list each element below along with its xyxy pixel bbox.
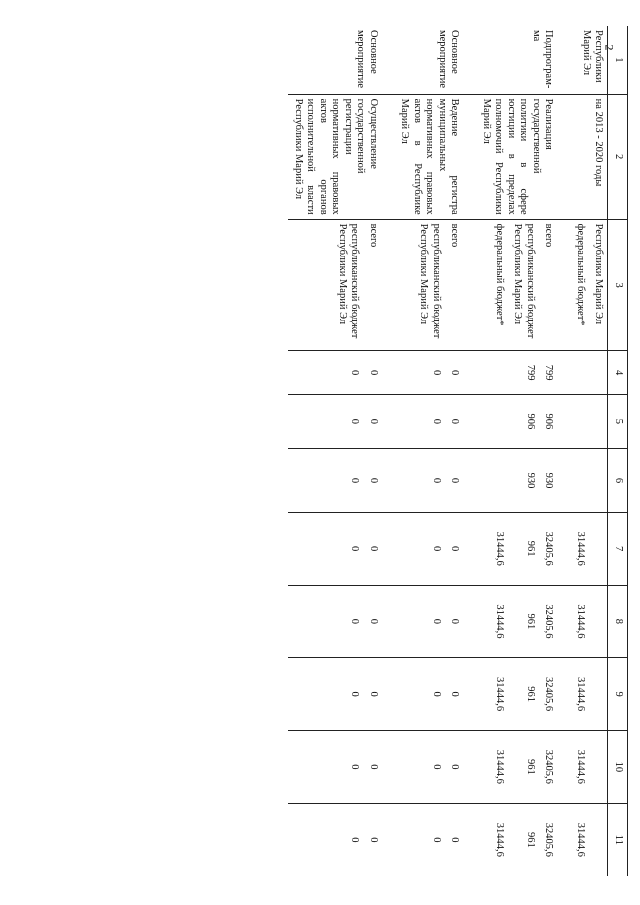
amount-cell bbox=[395, 658, 477, 731]
amount-cell bbox=[395, 512, 477, 585]
amount-value: 31444,6 bbox=[575, 677, 586, 712]
funding-source: республиканский бюджет Республики Марий Эл bbox=[512, 223, 536, 339]
amount-cell bbox=[477, 394, 571, 449]
amount-value: 31444,6 bbox=[494, 677, 505, 712]
rotated-table-container bbox=[8, 26, 628, 876]
program-funding-table bbox=[289, 26, 629, 876]
table-row bbox=[571, 26, 609, 876]
line-gap bbox=[505, 453, 511, 508]
row-category: Республики Марий Эл bbox=[581, 30, 605, 83]
amount-value: 0 bbox=[349, 369, 361, 376]
amount-value: 0 bbox=[368, 369, 379, 376]
amount-value: 0 bbox=[368, 477, 379, 484]
row-category: Основное мероприятие bbox=[355, 30, 379, 88]
amount-cell bbox=[571, 351, 609, 394]
line-gap bbox=[505, 662, 511, 726]
amount-value: 0 bbox=[349, 618, 361, 625]
amount-cell bbox=[395, 351, 477, 394]
header-row bbox=[608, 26, 628, 876]
amount-cell bbox=[289, 803, 396, 876]
amount-value bbox=[574, 399, 587, 445]
amount-cell bbox=[477, 351, 571, 394]
amount-value bbox=[592, 355, 605, 389]
amount-value bbox=[493, 355, 506, 389]
line-gap bbox=[505, 808, 511, 872]
amount-value: 0 bbox=[431, 418, 442, 425]
amount-cell bbox=[289, 449, 396, 513]
amount-value: 0 bbox=[368, 618, 379, 625]
funding-source: всего bbox=[543, 223, 555, 248]
column-header: 4 bbox=[608, 351, 628, 394]
amount-value: 32405,6 bbox=[543, 749, 555, 784]
page-number: 2 bbox=[602, 44, 617, 51]
amount-cell bbox=[289, 394, 396, 449]
amount-value: 906 bbox=[543, 413, 555, 430]
row-category: Основное мероприятие bbox=[437, 30, 461, 88]
amount-cell bbox=[289, 351, 396, 394]
funding-source: Республики Марий Эл bbox=[593, 223, 605, 325]
line-gap bbox=[586, 399, 592, 445]
amount-cell bbox=[571, 394, 609, 449]
line-gap bbox=[505, 355, 511, 389]
amount-cell bbox=[395, 394, 477, 449]
amount-value: 0 bbox=[349, 477, 361, 484]
amount-value: 906 bbox=[525, 413, 536, 430]
amount-value bbox=[493, 399, 506, 445]
funding-source-cell bbox=[477, 219, 571, 351]
amount-cell bbox=[571, 658, 609, 731]
row-category: Подпрограм-ма bbox=[531, 30, 555, 89]
amount-value bbox=[592, 590, 605, 654]
amount-value bbox=[592, 808, 605, 872]
column-header: 9 bbox=[608, 658, 628, 731]
amount-value: 31444,6 bbox=[575, 749, 586, 784]
amount-value bbox=[493, 453, 506, 508]
amount-value: 0 bbox=[449, 546, 461, 552]
line-gap bbox=[505, 517, 511, 581]
line-gap bbox=[586, 735, 592, 799]
amount-value: 961 bbox=[525, 758, 536, 775]
amount-value bbox=[592, 453, 605, 508]
amount-cell bbox=[477, 585, 571, 658]
amount-value: 0 bbox=[349, 837, 361, 843]
line-gap bbox=[505, 735, 511, 799]
amount-cell bbox=[289, 730, 396, 803]
row-title: Ведение регистра муниципальных нормативных правовых актов в Республике Марий Эл bbox=[395, 94, 477, 219]
amount-value: 961 bbox=[525, 686, 536, 702]
amount-value bbox=[592, 662, 605, 726]
funding-source: республиканский бюджет Республики Марий Эл bbox=[418, 223, 442, 339]
amount-value: 961 bbox=[525, 831, 536, 848]
amount-cell bbox=[477, 512, 571, 585]
amount-value: 930 bbox=[543, 472, 555, 489]
funding-source: республиканский бюджет Республики Марий Эл bbox=[337, 223, 361, 339]
line-gap bbox=[586, 662, 592, 726]
funding-source: всего bbox=[449, 223, 461, 248]
amount-cell bbox=[571, 803, 609, 876]
column-header: 3 bbox=[608, 219, 628, 351]
column-header: 10 bbox=[608, 730, 628, 803]
amount-value: 799 bbox=[543, 364, 555, 381]
amount-value: 0 bbox=[368, 691, 379, 697]
funding-source: всего bbox=[368, 223, 379, 248]
funding-source-cell bbox=[289, 219, 396, 351]
amount-value: 930 bbox=[525, 472, 536, 489]
amount-value: 31444,6 bbox=[575, 531, 586, 566]
amount-value: 799 bbox=[525, 364, 536, 381]
amount-cell bbox=[395, 803, 477, 876]
line-gap bbox=[586, 808, 592, 872]
amount-cell bbox=[289, 512, 396, 585]
funding-source-cell bbox=[571, 219, 609, 351]
amount-value bbox=[592, 517, 605, 581]
amount-value: 0 bbox=[449, 477, 461, 484]
amount-value bbox=[592, 399, 605, 445]
amount-cell bbox=[289, 658, 396, 731]
amount-value: 0 bbox=[431, 618, 442, 625]
funding-source: федеральный бюджет* bbox=[575, 223, 586, 326]
amount-value: 31444,6 bbox=[494, 604, 505, 639]
amount-cell bbox=[571, 449, 609, 513]
amount-value bbox=[574, 355, 587, 389]
amount-value: 0 bbox=[349, 418, 361, 425]
column-header: 11 bbox=[608, 803, 628, 876]
amount-value: 0 bbox=[431, 477, 442, 484]
column-header: 2 bbox=[608, 94, 628, 219]
amount-cell bbox=[395, 449, 477, 513]
amount-value: 31444,6 bbox=[575, 604, 586, 639]
amount-value: 0 bbox=[449, 618, 461, 625]
column-header: 7 bbox=[608, 512, 628, 585]
row-title: Реализация государственной политики в сфере юстиции в пределах полномочий Республики Марий Эл bbox=[477, 94, 571, 219]
amount-value: 32405,6 bbox=[543, 604, 555, 639]
amount-value: 0 bbox=[349, 691, 361, 697]
amount-value: 0 bbox=[349, 764, 361, 770]
row-title: Осуществление государственной регистрации нормативных правовых актов органов исполнительной власти Республики Марий Эл bbox=[289, 94, 396, 219]
amount-cell bbox=[395, 585, 477, 658]
amount-value: 0 bbox=[449, 369, 461, 376]
column-header: 8 bbox=[608, 585, 628, 658]
amount-value: 0 bbox=[349, 546, 361, 552]
amount-value: 0 bbox=[368, 546, 379, 552]
amount-value: 0 bbox=[449, 764, 461, 770]
amount-cell bbox=[477, 730, 571, 803]
amount-value: 32405,6 bbox=[543, 531, 555, 566]
table-body bbox=[289, 26, 609, 876]
amount-cell bbox=[571, 512, 609, 585]
amount-value: 0 bbox=[449, 837, 461, 843]
amount-value: 0 bbox=[431, 546, 442, 552]
amount-value: 0 bbox=[449, 418, 461, 425]
amount-value bbox=[574, 453, 587, 508]
line-gap bbox=[505, 399, 511, 445]
amount-value: 961 bbox=[525, 540, 536, 557]
line-gap bbox=[586, 517, 592, 581]
row-title: на 2013 - 2020 годы bbox=[571, 94, 609, 219]
amount-cell bbox=[395, 730, 477, 803]
amount-cell bbox=[477, 449, 571, 513]
amount-value: 0 bbox=[431, 764, 442, 770]
amount-value: 32405,6 bbox=[543, 677, 555, 712]
line-gap bbox=[586, 453, 592, 508]
table-row bbox=[395, 26, 477, 876]
funding-source-cell bbox=[395, 219, 477, 351]
amount-value: 0 bbox=[368, 837, 379, 843]
column-header: 1 bbox=[608, 26, 628, 94]
amount-value: 0 bbox=[449, 691, 461, 697]
column-header: 6 bbox=[608, 449, 628, 513]
amount-value: 0 bbox=[431, 691, 442, 697]
amount-value: 0 bbox=[368, 764, 379, 770]
amount-value: 0 bbox=[431, 837, 442, 843]
amount-value: 32405,6 bbox=[543, 822, 555, 857]
line-gap bbox=[586, 355, 592, 389]
amount-value: 0 bbox=[368, 418, 379, 425]
line-gap bbox=[586, 590, 592, 654]
amount-value: 31444,6 bbox=[575, 822, 586, 857]
table-row bbox=[289, 26, 396, 876]
amount-cell bbox=[571, 585, 609, 658]
amount-value bbox=[592, 735, 605, 799]
amount-cell bbox=[289, 585, 396, 658]
table-row bbox=[477, 26, 571, 876]
line-gap bbox=[505, 590, 511, 654]
amount-cell bbox=[477, 803, 571, 876]
funding-source: федеральный бюджет* bbox=[494, 223, 505, 326]
amount-cell bbox=[477, 658, 571, 731]
amount-value: 961 bbox=[525, 613, 536, 630]
amount-cell bbox=[571, 730, 609, 803]
column-header: 5 bbox=[608, 394, 628, 449]
amount-value: 31444,6 bbox=[494, 749, 505, 784]
amount-value: 0 bbox=[431, 369, 442, 376]
amount-value: 31444,6 bbox=[494, 531, 505, 566]
amount-value: 31444,6 bbox=[494, 822, 505, 857]
